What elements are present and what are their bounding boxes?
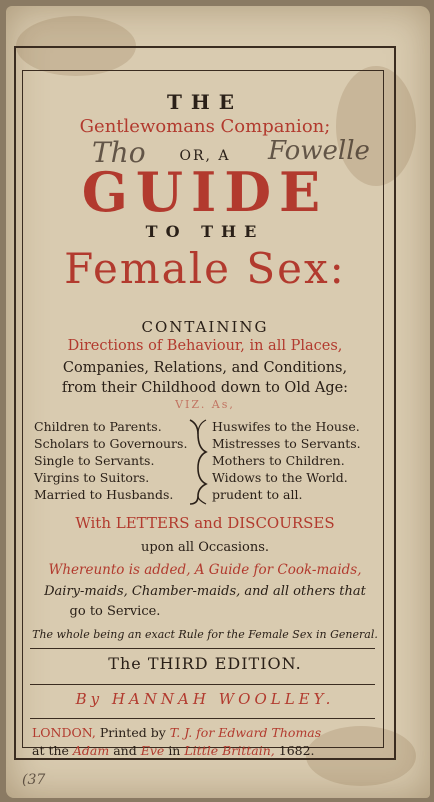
author-line: By HANNAH WOOLLEY.	[75, 690, 335, 708]
handwritten-signature-left: Tho	[92, 136, 146, 169]
right-column	[212, 418, 361, 503]
right-item: Widows to the World.	[212, 470, 348, 485]
whole-rule-line: The whole being an exact Rule for the Female Sex in General.	[32, 628, 378, 641]
whereunto-line: Whereunto is added, A Guide for Cook-maids,	[48, 562, 362, 578]
left-column	[34, 418, 187, 503]
title-guide: GUIDE	[81, 160, 329, 224]
imprint-london: LONDON,	[32, 725, 96, 740]
right-item: prudent to all.	[212, 487, 303, 502]
occasions-line: upon all Occasions.	[140, 540, 270, 555]
imprint-printer: T. J. for	[169, 725, 215, 740]
title-to-the: TO THE	[145, 222, 265, 241]
title-or-a: OR, A	[179, 148, 231, 164]
imprint-year: 1682.	[278, 743, 315, 758]
directions-line: Directions of Behaviour, in all Places,	[67, 338, 343, 354]
childhood-line: from their Childhood down to Old Age:	[61, 380, 349, 396]
imprint-in: in	[168, 743, 181, 758]
service-line: go to Service.	[69, 604, 161, 619]
divider-rule	[30, 684, 375, 685]
title-the: THE	[166, 90, 244, 114]
imprint-printed: Printed by	[99, 725, 166, 740]
imprint-sign-adam: Adam	[72, 743, 110, 758]
containing-heading: CONTAINING	[141, 318, 269, 336]
companies-line: Companies, Relations, and Conditions,	[62, 360, 348, 376]
imprint-publisher: Edward Thomas	[218, 725, 322, 740]
left-item: Single to Servants.	[34, 453, 155, 468]
letters-line: With LETTERS and DISCOURSES	[75, 514, 335, 532]
imprint-place: Little Brittain,	[184, 743, 275, 758]
imprint-sign-eve: Eve	[140, 743, 165, 758]
dairy-maids-line: Dairy-maids, Chamber-maids, and all others that	[44, 584, 366, 599]
right-item: Mistresses to Servants.	[212, 436, 361, 451]
right-item: Huswifes to the House.	[212, 419, 360, 434]
brace-ornament	[184, 418, 212, 506]
divider-rule	[30, 648, 375, 649]
imprint-and: and	[113, 743, 137, 758]
imprint-at-the: at the	[32, 743, 69, 758]
handwritten-signature-right: Fowelle	[268, 136, 370, 166]
viz-label: VIZ. As,	[175, 398, 235, 411]
imprint	[32, 724, 382, 760]
margin-note: (37	[22, 772, 46, 788]
left-item: Scholars to Governours.	[34, 436, 188, 451]
left-item: Married to Husbands.	[34, 487, 174, 502]
left-item: Children to Parents.	[34, 419, 162, 434]
title-gentlewomans-companion: Gentlewomans Companion;	[79, 116, 331, 137]
title-female-sex: Female Sex:	[64, 244, 346, 293]
left-item: Virgins to Suitors.	[34, 470, 150, 485]
right-item: Mothers to Children.	[212, 453, 345, 468]
divider-rule	[30, 718, 375, 719]
edition-line: The THIRD EDITION.	[108, 654, 302, 673]
